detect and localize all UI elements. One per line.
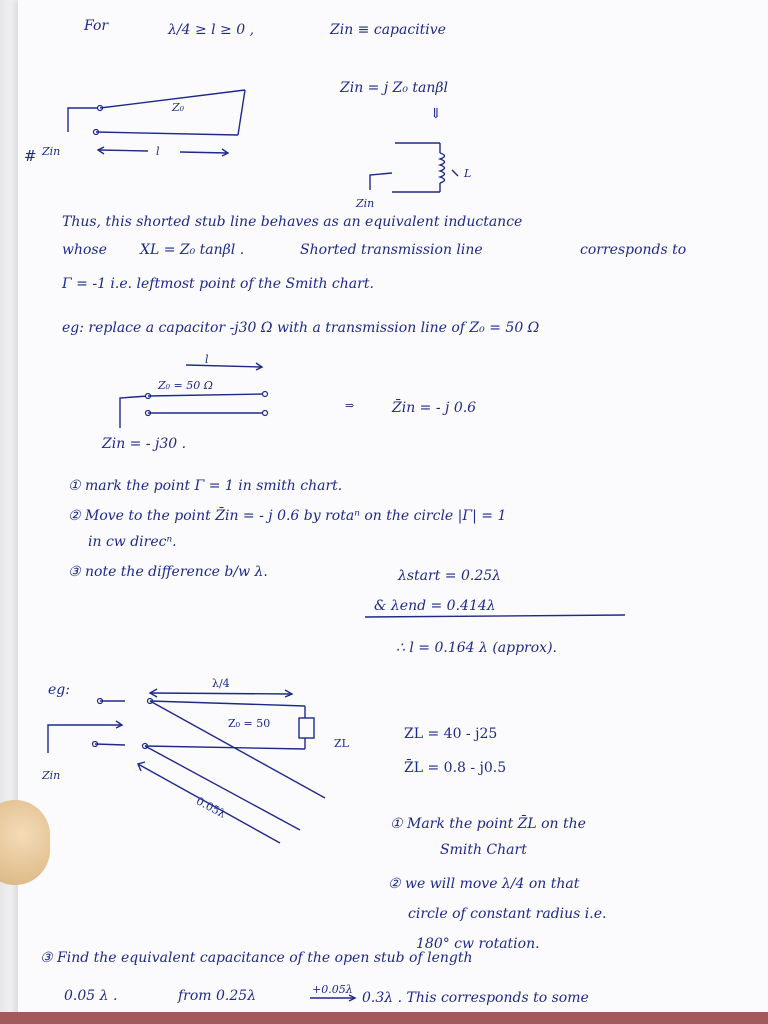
zin-shorted-equation: Zin = j Z₀ tanβl [340, 80, 448, 96]
length-condition: λ/4 ≥ l ≥ 0 , [168, 22, 255, 38]
eg1-length-label: l [205, 353, 209, 366]
eg2-zl-side-label: ZL [334, 737, 349, 750]
eg1-z0-label: Z₀ = 50 Ω [158, 379, 213, 392]
eg2-step2-line2: circle of constant radius i.e. [408, 906, 607, 922]
zin-capacitive: Zin ≡ capacitive [330, 22, 446, 38]
eg2-step3-from: from 0.25λ [178, 988, 257, 1004]
eg1-step2-line2: in cw direcⁿ. [88, 534, 177, 550]
eg1-step1: ① mark the point Γ = 1 in smith chart. [68, 478, 343, 494]
eg2-z0-label: Z₀ = 50 [228, 717, 271, 730]
eg1-line-diagram [120, 363, 268, 428]
reflection-statement: Γ = -1 i.e. leftmost point of the Smith chart. [62, 276, 374, 292]
eg1-zin-value: Zin = - j30 . [102, 436, 187, 452]
reactance-equation: XL = Z₀ tanβl . [140, 242, 245, 258]
eg1-step2-line1: ② Move to the point Z̄in = - j 0.6 by rotaⁿ on the circle |Γ| = 1 [68, 508, 507, 524]
whose-label: whose [62, 242, 107, 258]
eg2-title: eg: [48, 682, 70, 698]
eg2-step2-line1: ② we will move λ/4 on that [388, 876, 580, 892]
eg2-step1-line2: Smith Chart [440, 842, 527, 858]
eg1-result: ∴ l = 0.164 λ (approx). [396, 640, 557, 656]
result-divider [365, 615, 625, 617]
eg2-step3-line2: 0.3λ . This corresponds to some [362, 990, 589, 1006]
corresponds-label: corresponds to [580, 242, 687, 258]
fig1-zin-label: Zin [42, 145, 61, 158]
inductor-equivalent-diagram [370, 143, 458, 192]
hash-mark: # [24, 147, 37, 165]
table-edge [0, 1012, 768, 1024]
eg1-step3: ③ note the difference b/w λ. [68, 564, 268, 580]
shorted-line-label: Shorted transmission line [300, 242, 483, 258]
eg2-line-diagram [48, 689, 325, 843]
eg2-step3-increment: +0.05λ [312, 983, 353, 996]
for-label: For [84, 18, 109, 34]
fig1-length-label: l [156, 145, 160, 158]
load-impedance-normalized: Z̄L = 0.8 - j0.5 [404, 760, 507, 776]
eg2-step1-line1: ① Mark the point Z̄L on the [390, 816, 586, 832]
inductor-label: L [464, 167, 472, 180]
lambda-end: & λend = 0.414λ [374, 598, 496, 614]
eg2-step3-line1: ③ Find the equivalent capacitance of the open stub of length [40, 950, 473, 966]
eg2-stub-length: 0.05λ [194, 794, 228, 821]
inductance-statement: Thus, this shorted stub line behaves as an equivalent inductance [62, 214, 523, 230]
lambda-start: λstart = 0.25λ [398, 568, 502, 584]
eg1-implies: ⇒ [345, 399, 355, 412]
eg2-step2-line3: 180° cw rotation. [416, 936, 540, 952]
implies-arrow: ⇓ [430, 106, 442, 122]
fig1-z0-label: Z₀ [172, 101, 185, 114]
eg1-zin-normalized: Z̄in = - j 0.6 [392, 400, 477, 416]
load-impedance: ZL = 40 - j25 [404, 726, 498, 742]
eg2-quarter-wave-label: λ/4 [212, 677, 230, 690]
eg2-zin-label: Zin [42, 769, 61, 782]
eg1-title: eg: replace a capacitor -j30 Ω with a transmission line of Z₀ = 50 Ω [62, 320, 540, 336]
fig2-zin-label: Zin [356, 197, 375, 210]
eg2-step3-length: 0.05 λ . [64, 988, 118, 1004]
